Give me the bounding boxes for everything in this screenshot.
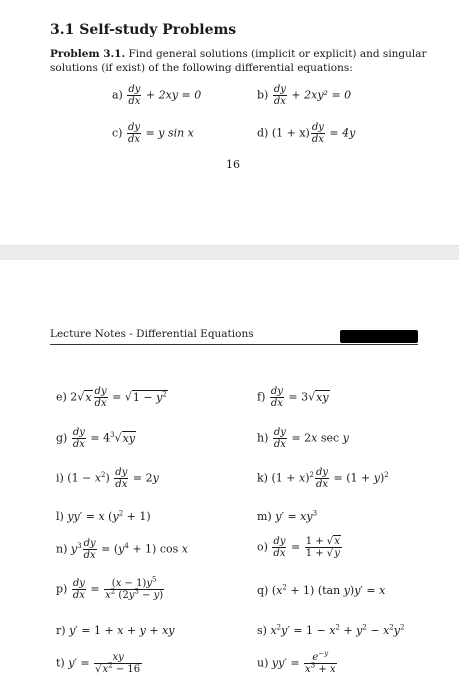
page-17 xyxy=(0,260,459,700)
derivative-fraction xyxy=(127,84,141,107)
equation-label: u) xyxy=(257,656,269,670)
problem-statement-line-2: solutions (if exist) of the following differential equations: xyxy=(50,62,353,74)
page-gap xyxy=(0,245,459,261)
equation-label: g) xyxy=(56,431,68,445)
equation-l: l) yy′ = x $(y^2 + 1)$ xyxy=(56,509,151,523)
equation-label: b) xyxy=(257,88,269,102)
page-number: 16 xyxy=(226,158,240,171)
derivative-fraction xyxy=(273,84,287,107)
equation-g: g) $\frac{dy}{dx}$ = $4^3√xy$ xyxy=(56,427,136,450)
equation-rhs: = 4y xyxy=(329,126,356,140)
equation-rhs: = y sin x xyxy=(145,126,194,140)
equation-label: k) xyxy=(257,471,268,485)
equation-i: i) $(1 - x^2)$ $\frac{dy}{dx}$ = 2y xyxy=(56,467,159,490)
numerator: dy xyxy=(273,84,286,95)
equation-prefix: (1 + x) xyxy=(271,126,310,140)
equation-s: s) $x^2y' = 1 - x^2 + y^2 - x^2y^2$ xyxy=(257,623,405,637)
equation-label: e) xyxy=(56,390,67,404)
equation-label: i) xyxy=(56,471,64,485)
equation-label: f) xyxy=(257,390,266,404)
equation-label: q) xyxy=(257,584,269,597)
equation-label: n) xyxy=(56,542,68,556)
denominator: dx xyxy=(128,96,141,107)
section-title: 3.1 Self-study Problems xyxy=(50,22,237,38)
denominator: dx xyxy=(127,134,140,145)
equation-m: m) $y' = xy^3$ xyxy=(257,509,318,523)
equation-u: u) yy′ = $\frac{e^{-y}}{x^3 + x}$ xyxy=(257,649,336,675)
equation-a xyxy=(112,84,201,107)
equation-r: r) y′ = 1 + x + y + xy xyxy=(56,624,175,637)
equation-label: o) xyxy=(257,540,268,554)
equation-c xyxy=(112,122,194,145)
equation-b xyxy=(257,84,351,107)
equation-label: m) xyxy=(257,510,272,523)
equation-label: s) xyxy=(257,624,267,637)
problem-text-1: Find general solutions (implicit or explicit) and singular xyxy=(128,48,427,60)
equation-label: t) xyxy=(56,656,65,670)
equation-label: r) xyxy=(56,624,66,637)
denominator: dx xyxy=(273,96,286,107)
equation-label: a) xyxy=(112,88,123,102)
numerator: dy xyxy=(127,122,141,133)
equation-p: p) $\frac{dy}{dx}$ = $\frac{(x - 1)y^5}{x^2 (2y^3 - y)}$ xyxy=(56,575,164,601)
numerator: dy xyxy=(311,122,324,133)
equation-k: k) $(1 + x)^2$ $\frac{dy}{dx}$ = $(1 + y)^2$ xyxy=(257,467,389,490)
equation-label: l) xyxy=(56,510,64,523)
equation-rhs: + 2xy = 0 xyxy=(145,88,202,102)
equation-label: c) xyxy=(112,126,123,140)
problem-label: Problem 3.1. xyxy=(50,48,126,60)
derivative-fraction xyxy=(311,122,325,145)
numerator: dy xyxy=(128,84,141,95)
equation-t: t) y′ = $\frac{xy}{√x^2 - 16}$ xyxy=(56,652,141,675)
equation-f: f) $\frac{dy}{dx}$ = 3√xy xyxy=(257,386,329,409)
equation-label: h) xyxy=(257,431,269,445)
denominator: dx xyxy=(311,134,324,145)
page-16 xyxy=(0,0,459,245)
header-rule xyxy=(50,344,418,345)
derivative-fraction xyxy=(127,122,141,145)
equation-label: d) xyxy=(257,126,269,140)
problem-statement-line-1 xyxy=(50,47,427,61)
running-header: Lecture Notes - Differential Equations xyxy=(50,328,254,340)
equation-e: e) 2√x $\frac{dy}{dx}$ = $√1 - y^2$ xyxy=(56,386,167,409)
equation-o: o) $\frac{dy}{dx}$ = $\frac{1 + √x}{1 + √y}$ xyxy=(257,536,340,559)
equation-n: n) $y^3$ $\frac{dy}{dx}$ = $(y^4 + 1)$ cos x xyxy=(56,538,188,561)
equation-h: h) $\frac{dy}{dx}$ = 2x sec y xyxy=(257,427,349,450)
redacted-author-block xyxy=(340,330,418,343)
equation-d xyxy=(257,122,355,145)
equation-rhs: + 2xy² = 0 xyxy=(291,88,352,102)
equation-q: q) $(x^2 + 1)$ (tan y)y′ = x xyxy=(257,583,386,597)
equation-label: p) xyxy=(56,582,68,596)
